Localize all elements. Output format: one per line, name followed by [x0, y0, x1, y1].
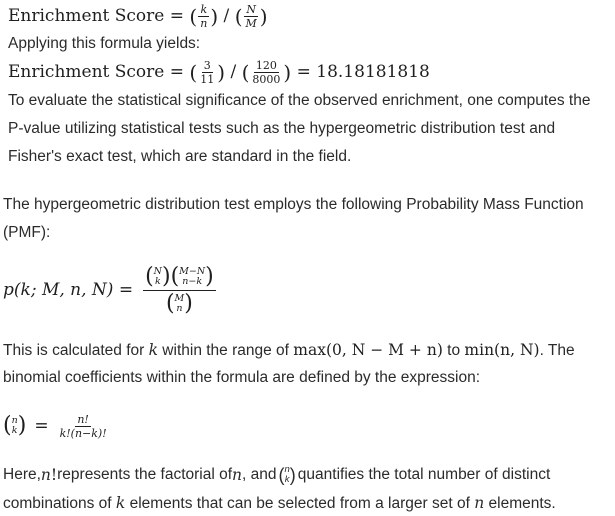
- paragraph-4-line-2: combinations of k elements that can be selected from a larger set of n elements.: [3, 494, 556, 512]
- paragraph-3-line-2: binomial coefficients within the formula are defined by the expression:: [3, 369, 481, 386]
- paragraph-4-line-1: Here, n ! represents the factorial of n , and ( n k ) quantifies the total number of distinct: [3, 464, 551, 485]
- paragraph-3-line-1: This is calculated for k within the range of max(0, N − M + n) to min(n, N). The: [3, 341, 575, 359]
- enrichment-formula: Enrichment Score = ( $\frac{k}{n}$ ) / ( $\frac{N}{M}$ ): [8, 3, 268, 30]
- paragraph-1-line-3: Fisher's exact test, which are standard in the field.: [8, 148, 352, 165]
- enrichment-label: Enrichment Score: [8, 6, 165, 26]
- enrichment-result: = 18.18181818: [296, 62, 430, 82]
- paragraph-1-line-2: P-value utilizing statistical tests such as the hypergeometric distribution test and: [8, 120, 556, 137]
- enrichment-calculation: Enrichment Score = ( $\frac{3}{11}$ ) / ( $\frac{120}{8000}$ ) = 18.18181818: [8, 59, 430, 86]
- pmf-formula: p(k; M, n, N) = ( N k ) ( M−N n−k ) ( M n ): [3, 262, 217, 318]
- paragraph-2-line-2: (PMF):: [3, 224, 51, 241]
- paragraph-2-line-1: The hypergeometric distribution test employs the following Probability Mass Function: [3, 196, 584, 213]
- binomial-definition: ( n k ) = $\frac{n!}{k!(n-k)!}$: [3, 412, 107, 440]
- enrichment-label-2: Enrichment Score: [8, 62, 165, 82]
- applying-text: Applying this formula yields:: [8, 35, 201, 52]
- paragraph-1-line-1: To evaluate the statistical significance of the observed enrichment, one computes the: [8, 92, 591, 109]
- pmf-lhs: p(k; M, n, N) =: [3, 280, 134, 300]
